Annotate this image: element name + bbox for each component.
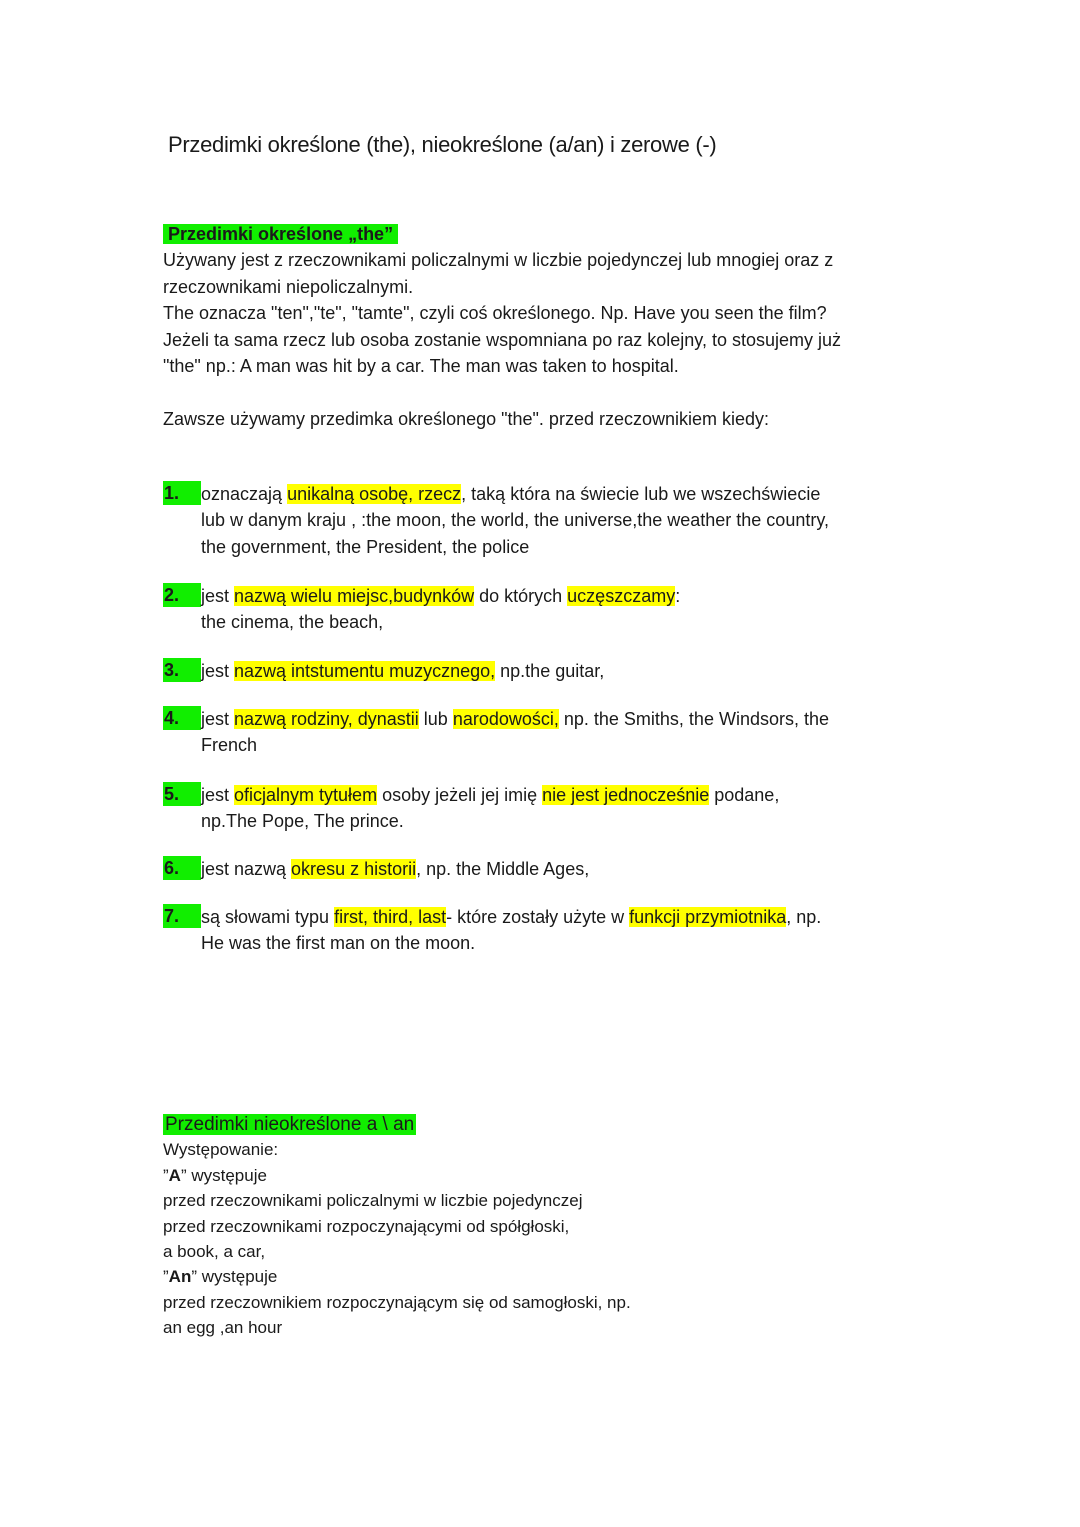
section-indefinite-article <box>163 1112 943 1341</box>
item-text: jest nazwą wielu miejsc,budynków do których uczęszczamy: the cinema, the beach, <box>201 586 681 633</box>
item-text: jest oficjalnym tytułem osoby jeżeli jej imię nie jest jednocześnie podane, np.The Pope, The prince. <box>201 785 780 832</box>
highlight: first, third, last <box>334 907 447 927</box>
highlight: narodowości, <box>452 709 559 729</box>
paragraph-line: przed rzeczownikami policzalnymi w liczbie pojedynczej <box>163 1191 583 1211</box>
paragraph-line: ”An” występuje <box>163 1267 278 1287</box>
section-heading-a-an: Przedimki nieokreślone a \ an <box>165 1114 415 1135</box>
paragraph-line: Występowanie: <box>163 1140 279 1160</box>
highlight: nie jest jednocześnie <box>542 785 710 805</box>
item-number: 4. <box>163 706 201 730</box>
item-number: 2. <box>163 583 201 607</box>
paragraph-line: an egg ,an hour <box>163 1318 283 1338</box>
paragraph-line: "the" np.: A man was hit by a car. The man was taken to hospital. <box>163 356 679 377</box>
paragraph-line: The oznacza "ten","te", "tamte", czyli coś określonego. Np. Have you seen the film? <box>163 303 827 324</box>
section-heading-the: Przedimki określone „the” <box>163 224 398 244</box>
intro-text: Zawsze używamy przedimka określonego "the". przed rzeczownikiem kiedy: <box>163 409 770 429</box>
item-text: jest nazwą intstumentu muzycznego, np.the guitar, <box>201 661 605 681</box>
highlight: unikalną osobę, rzecz <box>287 484 462 504</box>
paragraph-line: a book, a car, <box>163 1242 266 1262</box>
paragraph-line: ”A” występuje <box>163 1165 267 1185</box>
page-title: Przedimki określone (the), nieokreślone (a/an) i zerowe (-) <box>168 132 717 157</box>
highlight: funkcji przymiotnika <box>629 907 787 927</box>
highlight: oficjalnym tytułem <box>234 785 378 805</box>
item-text: są słowami typu first, third, last- które zostały użyte w funkcji przymiotnika, np. He was the first man on the moon. <box>201 907 822 954</box>
paragraph-line: rzeczownikami niepoliczalnymi. <box>163 276 414 297</box>
item-number: 1. <box>163 481 201 505</box>
item-text: oznaczają unikalną osobę, rzecz, taką która na świecie lub we wszechświecie lub w danym kraju , :the moon, the world, the universe,the weather the country, the government, the President, the police <box>201 484 829 557</box>
item-number: 7. <box>163 904 201 928</box>
highlight: uczęszczamy <box>567 586 676 606</box>
highlight: nazwą intstumentu muzycznego, <box>234 661 496 681</box>
item-number: 6. <box>163 856 201 880</box>
paragraph-line: Jeżeli ta sama rzecz lub osoba zostanie wspomniana po raz kolejny, to stosujemy już <box>163 329 841 350</box>
paragraph-line: przed rzeczownikiem rozpoczynającym się od samogłoski, np. <box>163 1292 631 1312</box>
item-text: jest nazwą rodziny, dynastii lub narodowości, np. the Smiths, the Windsors, the French <box>201 709 829 756</box>
highlight: nazwą rodziny, dynastii <box>234 709 419 729</box>
highlight: okresu z historii <box>291 859 417 879</box>
section-definite-article <box>163 221 943 379</box>
item-text: jest nazwą okresu z historii, np. the Middle Ages, <box>201 859 590 879</box>
item-number: 3. <box>163 658 201 682</box>
paragraph-line: Używany jest z rzeczownikami policzalnymi w liczbie pojedynczej lub mnogiej oraz z <box>163 250 834 271</box>
paragraph-line: przed rzeczownikami rozpoczynającymi od spółgłoski, <box>163 1216 570 1236</box>
intro-sentence <box>163 406 943 432</box>
item-number: 5. <box>163 782 201 806</box>
highlight: nazwą wielu miejsc,budynków <box>234 586 475 606</box>
